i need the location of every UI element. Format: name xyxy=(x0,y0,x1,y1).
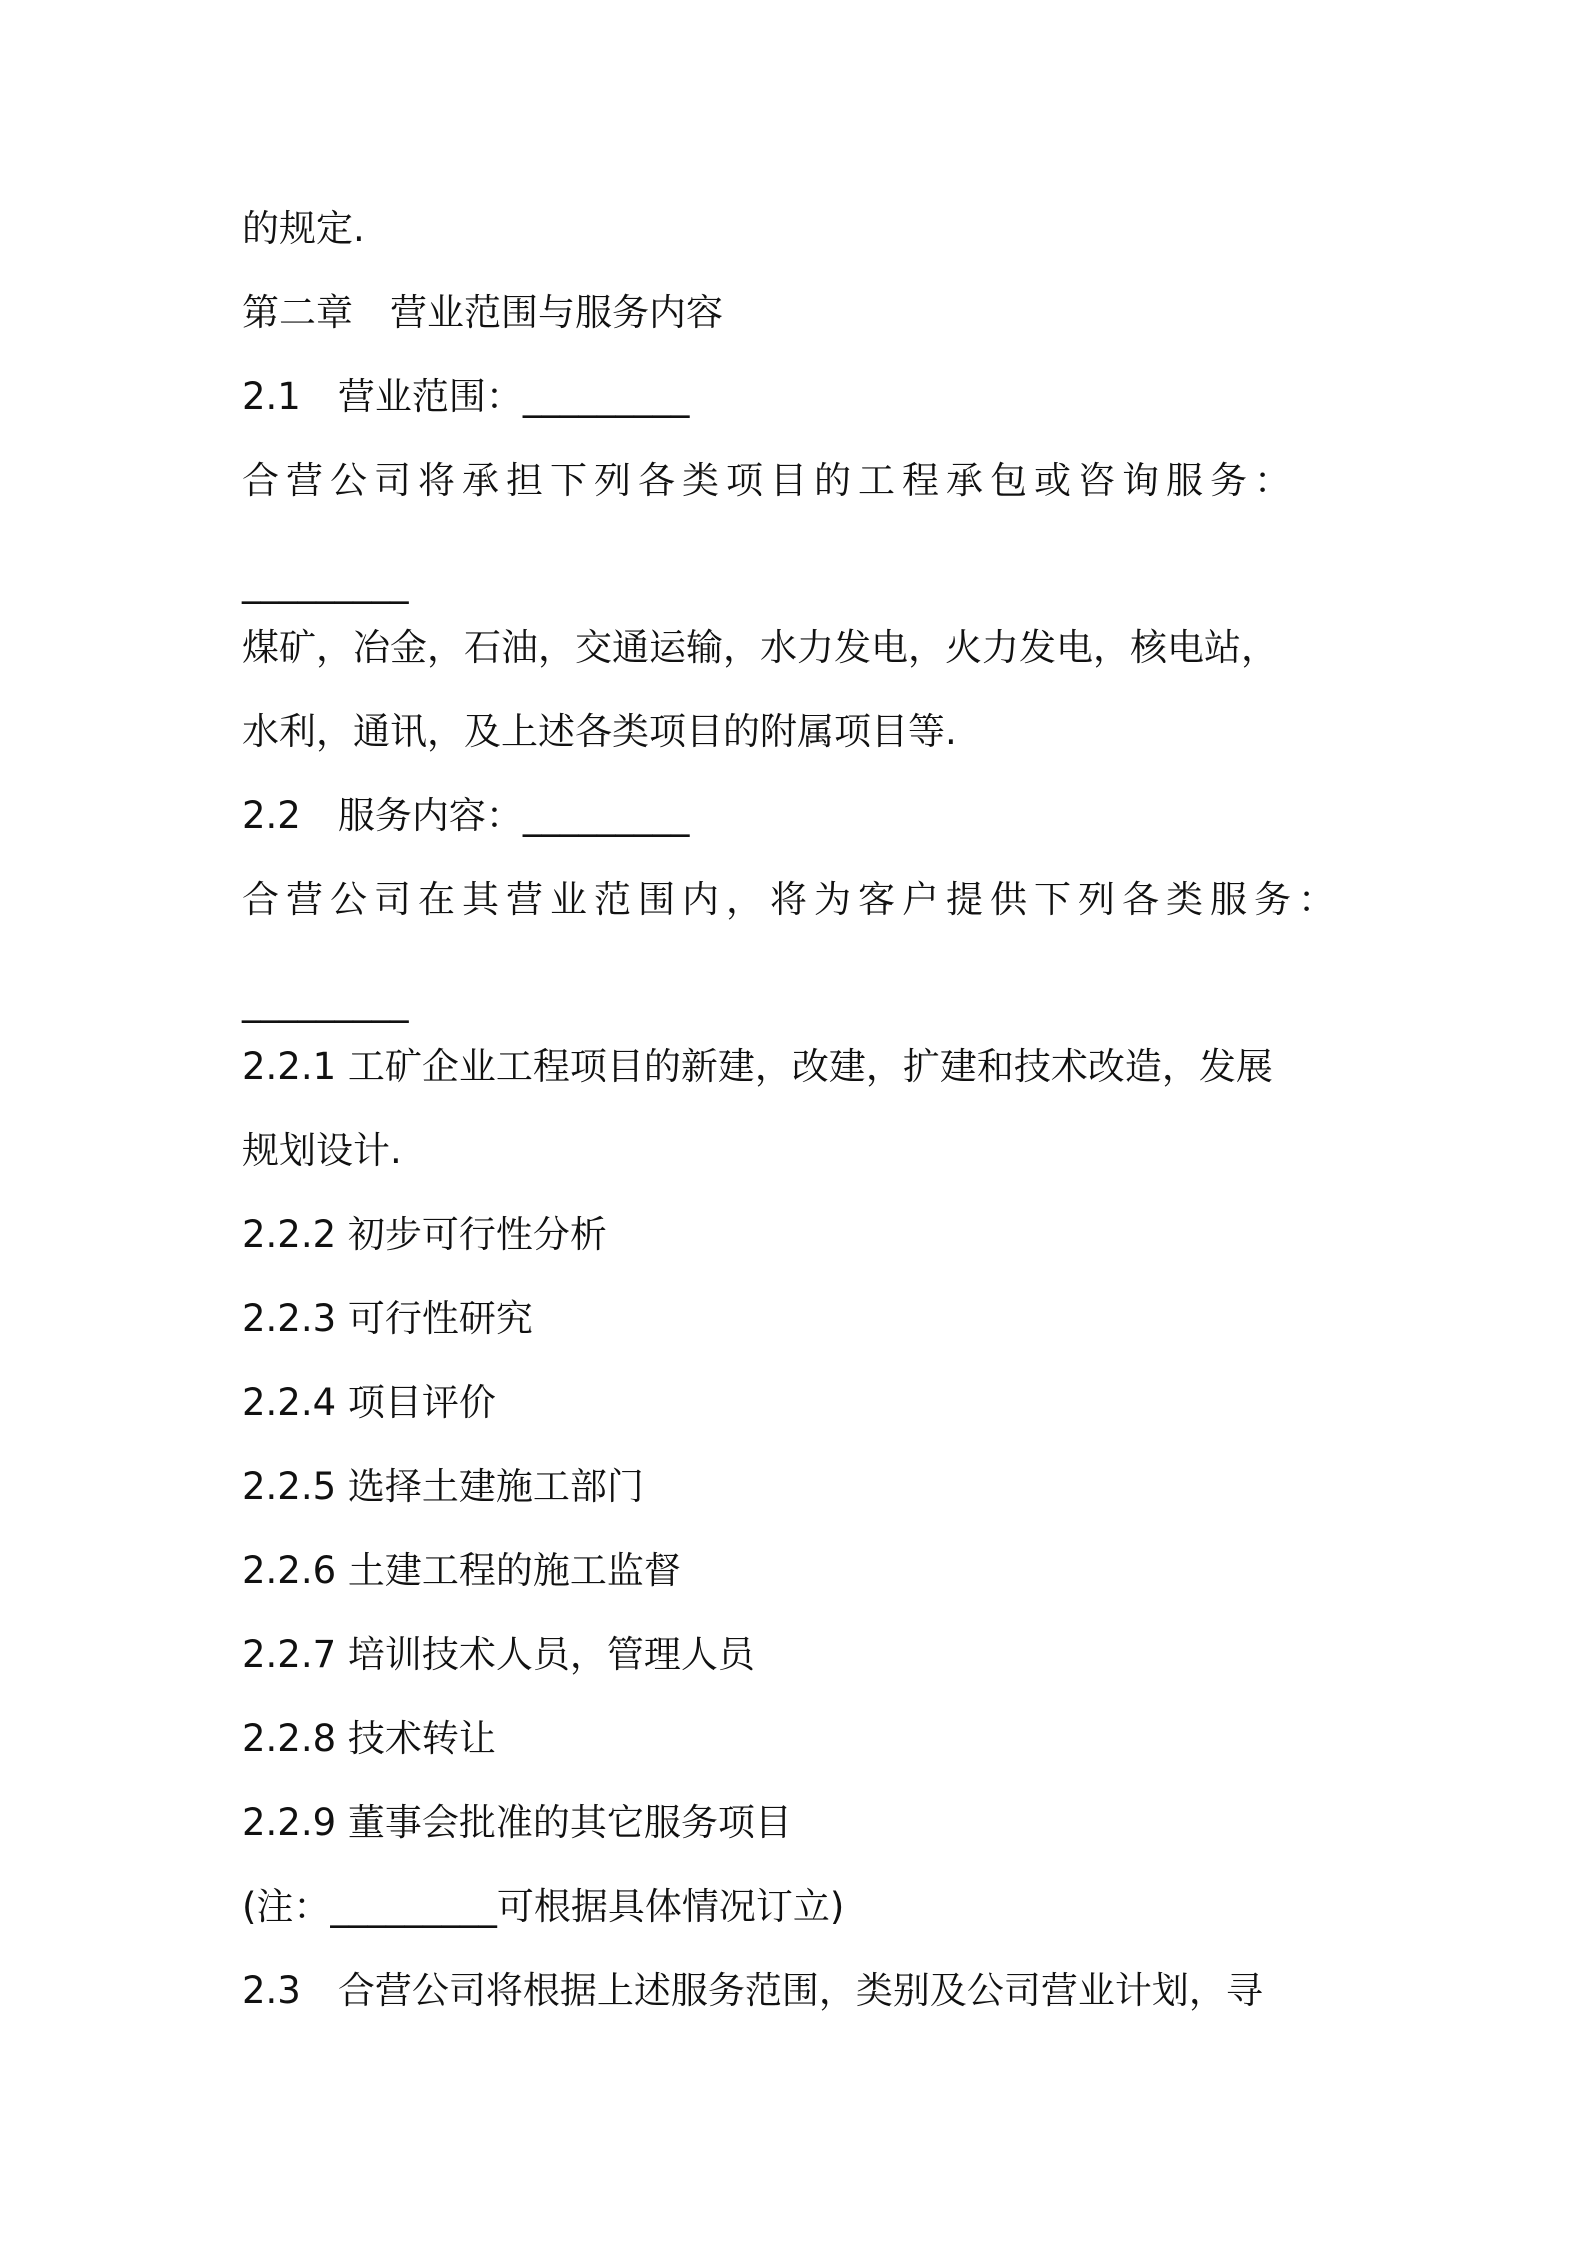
text-line: 合营公司在其营业范围内，将为客户提供下列各类服务： xyxy=(242,878,1342,921)
section-heading: 2.3 合营公司将根据上述服务范围，类别及公司营业计划，寻 xyxy=(242,1969,1263,2012)
text-line: 水利，通讯，及上述各类项目的附属项目等. xyxy=(242,710,957,753)
list-item: 2.2.9 董事会批准的其它服务项目 xyxy=(242,1801,792,1844)
list-item: 2.2.2 初步可行性分析 xyxy=(242,1213,607,1256)
note-line: (注：_________可根据具体情况订立) xyxy=(242,1885,845,1928)
list-item: 2.2.7 培训技术人员，管理人员 xyxy=(242,1633,755,1676)
section-heading: 2.2 服务内容：_________ xyxy=(242,794,690,837)
list-item: 2.2.5 选择土建施工部门 xyxy=(242,1465,644,1508)
text-line: 合营公司将承担下列各类项目的工程承包或咨询服务： xyxy=(242,459,1298,502)
blank-line: _________ xyxy=(242,980,409,1023)
list-item: 2.2.6 土建工程的施工监督 xyxy=(242,1549,681,1592)
list-item: 2.2.3 可行性研究 xyxy=(242,1297,533,1340)
list-item: 2.2.4 项目评价 xyxy=(242,1381,496,1424)
list-item: 2.2.8 技术转让 xyxy=(242,1717,496,1760)
list-item: 2.2.1 工矿企业工程项目的新建，改建，扩建和技术改造，发展 xyxy=(242,1045,1273,1088)
text-line: 的规定. xyxy=(242,207,365,250)
blank-line: _________ xyxy=(242,561,409,604)
section-heading: 2.1 营业范围：_________ xyxy=(242,375,690,418)
chapter-heading: 第二章 营业范围与服务内容 xyxy=(242,291,723,334)
text-line: 规划设计. xyxy=(242,1129,402,1172)
text-line: 煤矿，冶金，石油，交通运输，水力发电，火力发电，核电站， xyxy=(242,626,1278,669)
